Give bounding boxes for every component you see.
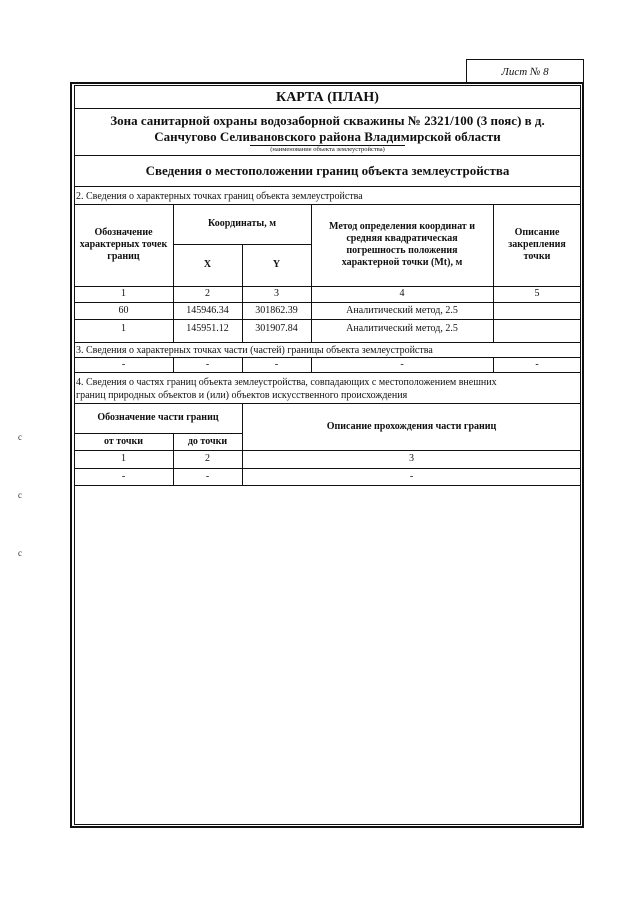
- zone-title-line2: Санчугово Селивановского района Владимирской области: [154, 129, 501, 144]
- binding-mark: с: [18, 490, 22, 500]
- zone-caption: (наименование объекта землеустройства): [270, 146, 385, 153]
- column-number: 5: [534, 288, 540, 299]
- table-row-y: 301862.39: [255, 304, 298, 316]
- table-row-x: 145951.12: [186, 323, 229, 334]
- column-number: 2: [205, 288, 210, 299]
- section3-title: 3. Сведения о характерных точках части (частей) границы объекта землеустройства: [76, 345, 433, 356]
- grid-line: [493, 204, 494, 342]
- column-number: 4: [399, 288, 405, 299]
- column-number: 3: [274, 288, 279, 299]
- empty-value: -: [121, 470, 126, 482]
- empty-value: -: [535, 358, 539, 370]
- header-y: Y: [272, 259, 281, 270]
- binding-mark: с: [18, 432, 22, 442]
- divider: [74, 108, 581, 109]
- header-description: Описание закрепления точки: [508, 227, 566, 262]
- column-number: 1: [121, 288, 126, 299]
- header-coordinates: Координаты, м: [207, 218, 277, 229]
- column-number: 1: [121, 453, 126, 464]
- header-part-designation: Обозначение части границ: [97, 412, 219, 423]
- empty-value: -: [274, 358, 279, 370]
- header-designation: Обозначение характерных точек границ: [79, 227, 168, 262]
- sheet-number-label: Лист № 8: [466, 59, 584, 83]
- section2-title: 2. Сведения о характерных точках границ объекта землеустройства: [76, 191, 363, 202]
- section4-title-line1: 4. Сведения о частях границ объекта землеустройства, совпадающих с местоположением внешних: [76, 377, 497, 388]
- header-x: X: [203, 259, 212, 270]
- table-row-y: 301907.84: [255, 323, 298, 334]
- header-to-point: до точки: [187, 435, 228, 447]
- table-row-x: 145946.34: [186, 304, 229, 316]
- divider: [74, 155, 581, 156]
- empty-value: -: [409, 470, 414, 482]
- section4-title-line2: границ природных объектов и (или) объектов искусственного происхождения: [76, 390, 408, 401]
- header-method: Метод определения координат и средняя квадратическая погрешность положения характерной точки (Mt), м: [329, 221, 475, 268]
- empty-value: -: [121, 358, 126, 370]
- divider: [74, 186, 581, 187]
- table-row-method: Аналитический метод, 2.5: [346, 304, 458, 316]
- document-title: КАРТА (ПЛАН): [276, 90, 379, 105]
- empty-value: -: [400, 358, 404, 370]
- grid-line: [74, 342, 581, 343]
- empty-value: -: [205, 358, 210, 370]
- header-part-description: Описание прохождения части границ: [326, 420, 497, 432]
- column-number: 2: [205, 453, 210, 464]
- section-heading: Сведения о местоположении границ объекта землеустройства: [145, 163, 510, 178]
- grid-line: [74, 485, 581, 486]
- binding-mark: с: [18, 548, 22, 558]
- zone-title-line1: Зона санитарной охраны водозаборной скважины № 2321/100 (3 пояс) в д.: [110, 113, 545, 128]
- table-row-method: Аналитический метод, 2.5: [346, 323, 458, 334]
- empty-value: -: [205, 470, 210, 482]
- table-row-point: 60: [118, 304, 129, 316]
- divider: [74, 372, 581, 373]
- header-from-point: от точки: [104, 435, 143, 447]
- column-number: 3: [409, 453, 414, 464]
- table-row-point: 1: [121, 323, 126, 334]
